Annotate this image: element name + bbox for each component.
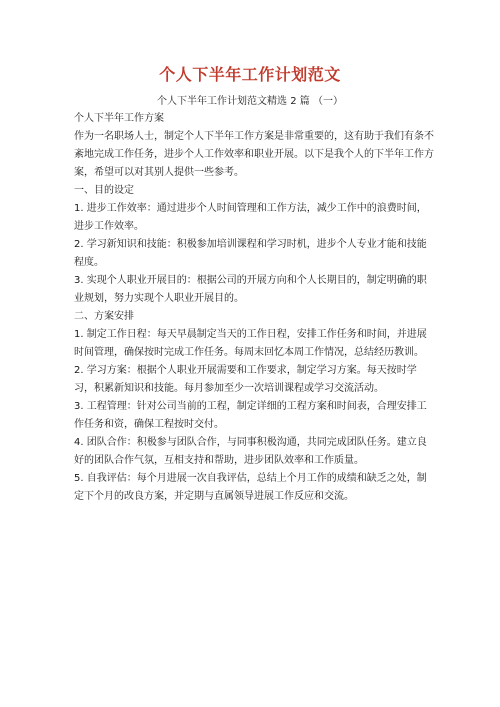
section-heading-goals: 一、目的设定 (74, 185, 134, 196)
goal-item: 2. 学习新知识和技能：积极参加培训课程和学习时机，进步个人专业才能和技能程度。 (74, 239, 427, 268)
goal-item: 1. 进步工作效率：通过进步个人时间管理和工作方法，减少工作中的浪费时间，进步工作效率。 (74, 203, 427, 232)
plan-item: 4. 团队合作：积极参与团队合作，与同事积极沟通，共同完成团队任务。建立良好的团队合作气氛，互相支持和帮助，进步团队效率和工作质量。 (74, 437, 427, 466)
document-subtitle: 个人下半年工作计划范文精选 2 篇 （一） (157, 96, 343, 107)
plan-title: 个人下半年工作方案 (74, 113, 164, 124)
section-heading-plan: 二、方案安排 (74, 311, 134, 322)
plan-item: 3. 工程管理：针对公司当前的工程，制定详细的工程方案和时间表，合理安排工作任务和资，确保工程按时交付。 (74, 401, 427, 430)
plan-item: 5. 自我评估：每个月进展一次自我评估，总结上个月工作的成绩和缺乏之处，制定下个月的改良方案，并定期与直属领导进展工作反应和交流。 (74, 473, 427, 502)
document-title: 个人下半年工作计划范文 (159, 65, 341, 84)
plan-item: 2. 学习方案：根据个人职业开展需要和工作要求，制定学习方案。每天按时学习，积累新知识和技能。每月参加至少一次培训课程或学习交流活动。 (74, 365, 417, 394)
document-body (74, 110, 436, 506)
intro-paragraph: 作为一名职场人士，制定个人下半年工作方案是非常重要的，这有助于我们有条不紊地完成工作任务，进步个人工作效率和职业开展。以下是我个人的下半年工作方案，希望可以对其别人提供一些参考。 (74, 131, 434, 178)
plan-item: 1. 制定工作日程：每天早晨制定当天的工作日程，安排工作任务和时间，并进展时间管理，确保按时完成工作任务。每周末回忆本周工作情况，总结经历教训。 (74, 329, 427, 358)
goal-item: 3. 实现个人职业开展目的：根据公司的开展方向和个人长期目的，制定明确的职业规划，努力实现个人职业开展目的。 (74, 275, 427, 304)
